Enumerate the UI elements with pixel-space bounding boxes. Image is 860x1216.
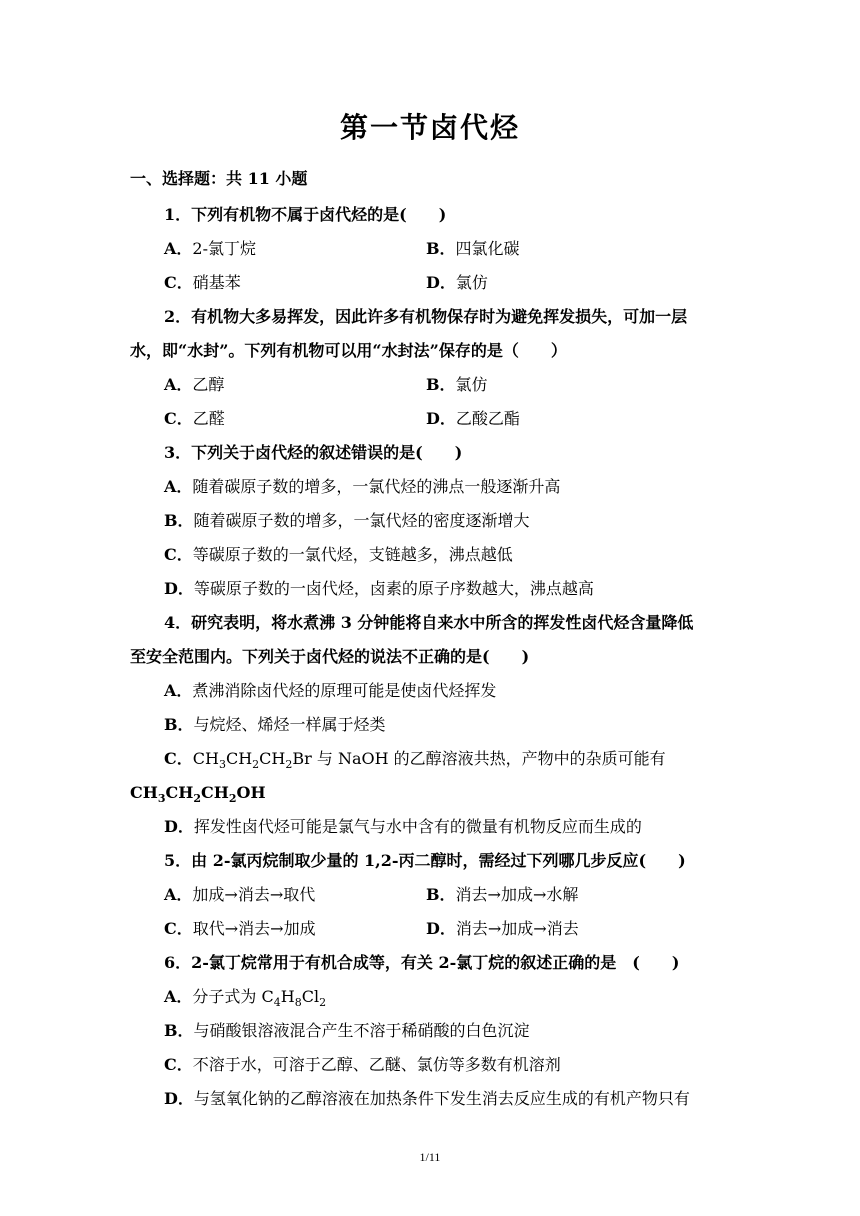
question-2-stem-line-1: 2．有机物大多易挥发，因此许多有机物保存时为避免挥发损失，可加一层	[164, 307, 688, 326]
question-1	[130, 198, 730, 300]
question-3	[130, 436, 730, 606]
question-6-option-d: D．与氢氧化钠的乙醇溶液在加热条件下发生消去反应生成的有机产物只有	[164, 1089, 690, 1108]
question-1-options-row-1	[130, 232, 730, 266]
question-1-options-row-2	[130, 266, 730, 300]
question-4	[130, 606, 730, 844]
section-heading: 一、选择题：共 11 小题	[130, 169, 308, 188]
question-4-stem-line-1: 4．研究表明，将水煮沸 3 分钟能将自来水中所含的挥发性卤代烃含量降低	[164, 613, 694, 632]
question-2-option-d: D．乙酸乙酯	[426, 409, 520, 428]
question-4-stem-line-2: 至安全范围内。下列关于卤代烃的说法不正确的是( )	[130, 647, 530, 666]
question-4-option-b: B．与烷烃、烯烃一样属于烃类	[164, 715, 386, 734]
question-5-option-c: C．取代→消去→加成	[164, 919, 316, 938]
question-1-option-a: A．2-氯丁烷	[164, 239, 257, 258]
question-3-option-b: B．随着碳原子数的增多，一氯代烃的密度逐渐增大	[164, 511, 530, 530]
question-2	[130, 300, 730, 436]
question-4-option-c: C．$CH_3CH_2CH_2Br$ 与 NaOH 的乙醇溶液共热，产物中的杂质可能有	[164, 749, 666, 772]
question-6	[130, 946, 730, 1116]
question-3-option-c: C．等碳原子数的一氯代烃，支链越多，沸点越低	[164, 545, 513, 564]
question-5-options-row-2	[130, 912, 730, 946]
question-4-option-d: D．挥发性卤代烃可能是氯气与水中含有的微量有机物反应而生成的	[164, 817, 642, 836]
question-6-option-c: C．不溶于水，可溶于乙醇、乙醚、氯仿等多数有机溶剂	[164, 1055, 561, 1074]
question-5-stem: 5．由 2-氯丙烷制取少量的 1,2-丙二醇时，需经过下列哪几步反应( )	[164, 851, 686, 870]
question-1-option-c: C．硝基苯	[164, 273, 241, 292]
question-2-options-row-2	[130, 402, 730, 436]
question-1-stem: 1．下列有机物不属于卤代烃的是( )	[164, 205, 447, 224]
page-title: 第一节卤代烃	[339, 111, 520, 144]
question-5-option-a: A．加成→消去→取代	[164, 885, 316, 904]
question-5	[130, 844, 730, 946]
question-6-option-b: B．与硝酸银溶液混合产生不溶于稀硝酸的白色沉淀	[164, 1021, 530, 1040]
question-2-stem-line-2: 水，即“水封”。下列有机物可以用“水封法”保存的是（ ）	[130, 341, 567, 360]
question-5-option-b: B．消去→加成→水解	[426, 885, 579, 904]
question-1-option-d: D．氯仿	[426, 273, 488, 292]
question-2-options-row-1	[130, 368, 730, 402]
question-6-stem: 6．2-氯丁烷常用于有机合成等，有关 2-氯丁烷的叙述正确的是 ( )	[164, 953, 680, 972]
question-6-option-a: A．分子式为 $C_4H_8Cl_2$	[164, 987, 327, 1010]
question-5-option-d: D．消去→加成→消去	[426, 919, 579, 938]
question-5-options-row-1	[130, 878, 730, 912]
question-2-option-c: C．乙醛	[164, 409, 225, 428]
question-3-stem: 3．下列关于卤代烃的叙述错误的是( )	[164, 443, 463, 462]
question-1-option-b: B．四氯化碳	[426, 239, 520, 258]
question-3-option-a: A．随着碳原子数的增多，一氯代烃的沸点一般逐渐升高	[164, 477, 561, 496]
question-4-option-a: A．煮沸消除卤代烃的原理可能是使卤代烃挥发	[164, 681, 497, 700]
question-2-option-b: B．氯仿	[426, 375, 488, 394]
question-4-option-c-continued: $CH_3CH_2CH_2OH$	[130, 783, 266, 806]
page-number: 1/11	[419, 1150, 441, 1164]
question-list	[130, 198, 730, 1116]
question-2-option-a: A．乙醇	[164, 375, 225, 394]
question-3-option-d: D．等碳原子数的一卤代烃，卤素的原子序数越大，沸点越高	[164, 579, 594, 598]
